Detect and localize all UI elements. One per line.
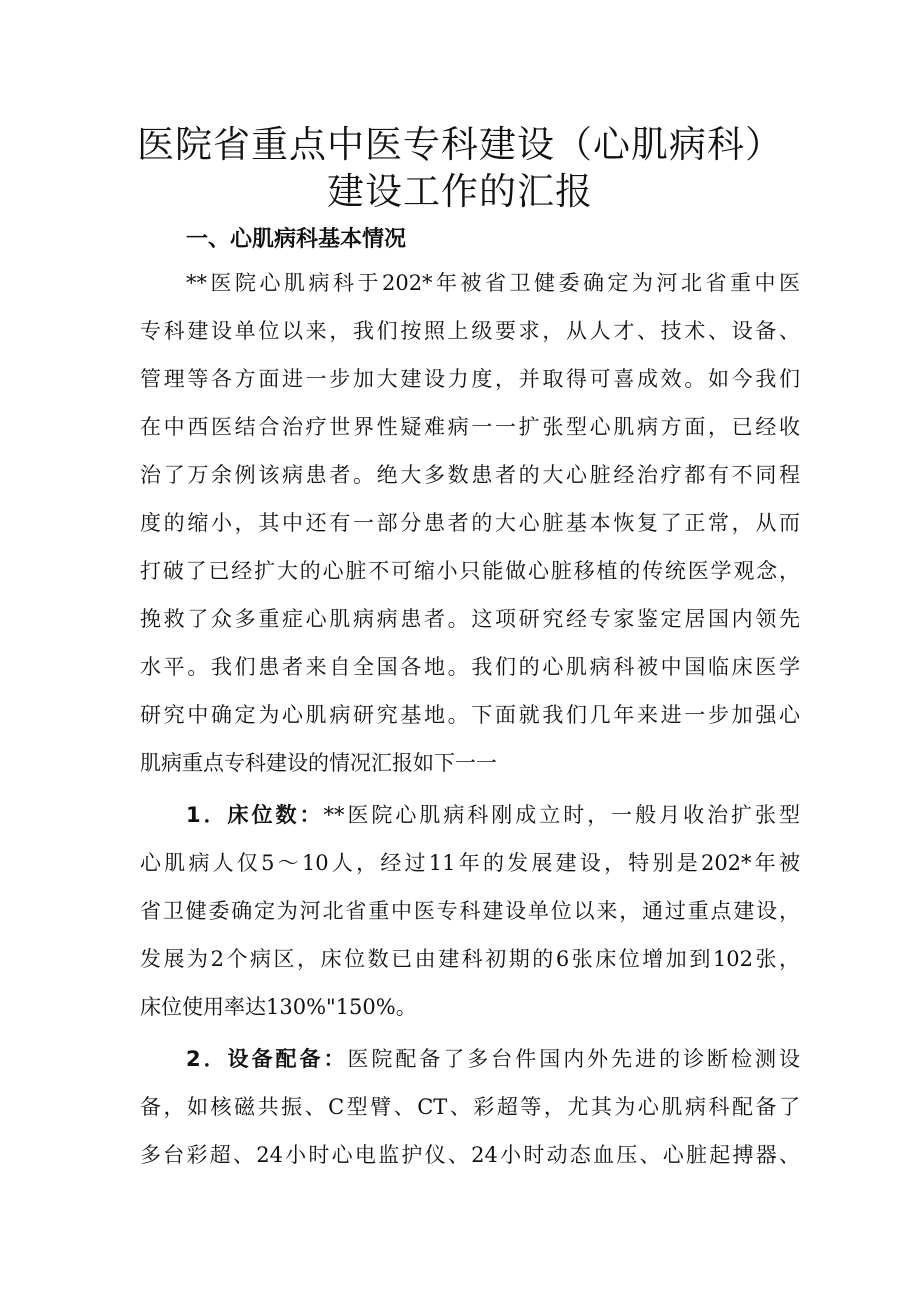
item-equipment-lead: 2．设备配备：: [186, 1047, 348, 1071]
paragraph-line: 治了万余例该病患者。绝大多数患者的大心脏经治疗都有不同程: [140, 463, 800, 487]
item-equipment-text: 医院配备了多台件国内外先进的诊断检测设: [347, 1047, 800, 1071]
item-equipment-line: [186, 1044, 800, 1074]
paragraph-line: 肌病重点专科建设的情况汇报如下一一: [140, 751, 497, 775]
paragraph-line: 打破了已经扩大的心脏不可缩小只能做心脏移植的传统医学观念，: [140, 559, 800, 583]
paragraph-line: 管理等各方面进一步加大建设力度，并取得可喜成效。如今我们: [140, 367, 800, 391]
paragraph-line: 心肌病人仅5～10人，经过11年的发展建设，特别是202*年被: [140, 851, 800, 875]
paragraph-line: 备，如核磁共振、C型臂、CT、彩超等，尤其为心肌病科配备了: [140, 1095, 800, 1119]
section-heading: 一、心肌病科基本情况: [186, 227, 407, 252]
paragraph-line: 在中西医结合治疗世界性疑难病一一扩张型心肌病方面，已经收: [140, 415, 800, 439]
paragraph-line: **医院心肌病科于202*年被省卫健委确定为河北省重中医: [186, 271, 800, 295]
document-title-line-2: 建设工作的汇报: [327, 170, 593, 213]
paragraph-line: 水平。我们患者来自全国各地。我们的心肌病科被中国临床医学: [140, 655, 800, 679]
item-bed-count-text: **医院心肌病科刚成立时，一般月收治扩张型: [323, 803, 800, 827]
paragraph-line: 研究中确定为心肌病研究基地。下面就我们几年来进一步加强心: [140, 703, 800, 727]
paragraph-line: 省卫健委确定为河北省重中医专科建设单位以来，通过重点建设，: [140, 899, 800, 923]
paragraph-line: 床位使用率达130%"150%。: [140, 995, 417, 1019]
document-title-line-1: 医院省重点中医专科建设（心肌病科）: [137, 123, 783, 166]
paragraph-line: 挽救了众多重症心肌病病患者。这项研究经专家鉴定居国内领先: [140, 607, 800, 631]
paragraph-line: 多台彩超、24小时心电监护仪、24小时动态血压、心脏起搏器、: [140, 1143, 800, 1167]
paragraph-line: 发展为2个病区，床位数已由建科初期的6张床位增加到102张，: [140, 947, 800, 971]
paragraph-line: 专科建设单位以来，我们按照上级要求，从人才、技术、设备、: [140, 319, 800, 343]
item-bed-count-lead: 1．床位数：: [186, 803, 324, 827]
paragraph-line: 度的缩小，其中还有一部分患者的大心脏基本恢复了正常，从而: [140, 511, 800, 535]
item-bed-count-line: [186, 800, 800, 830]
